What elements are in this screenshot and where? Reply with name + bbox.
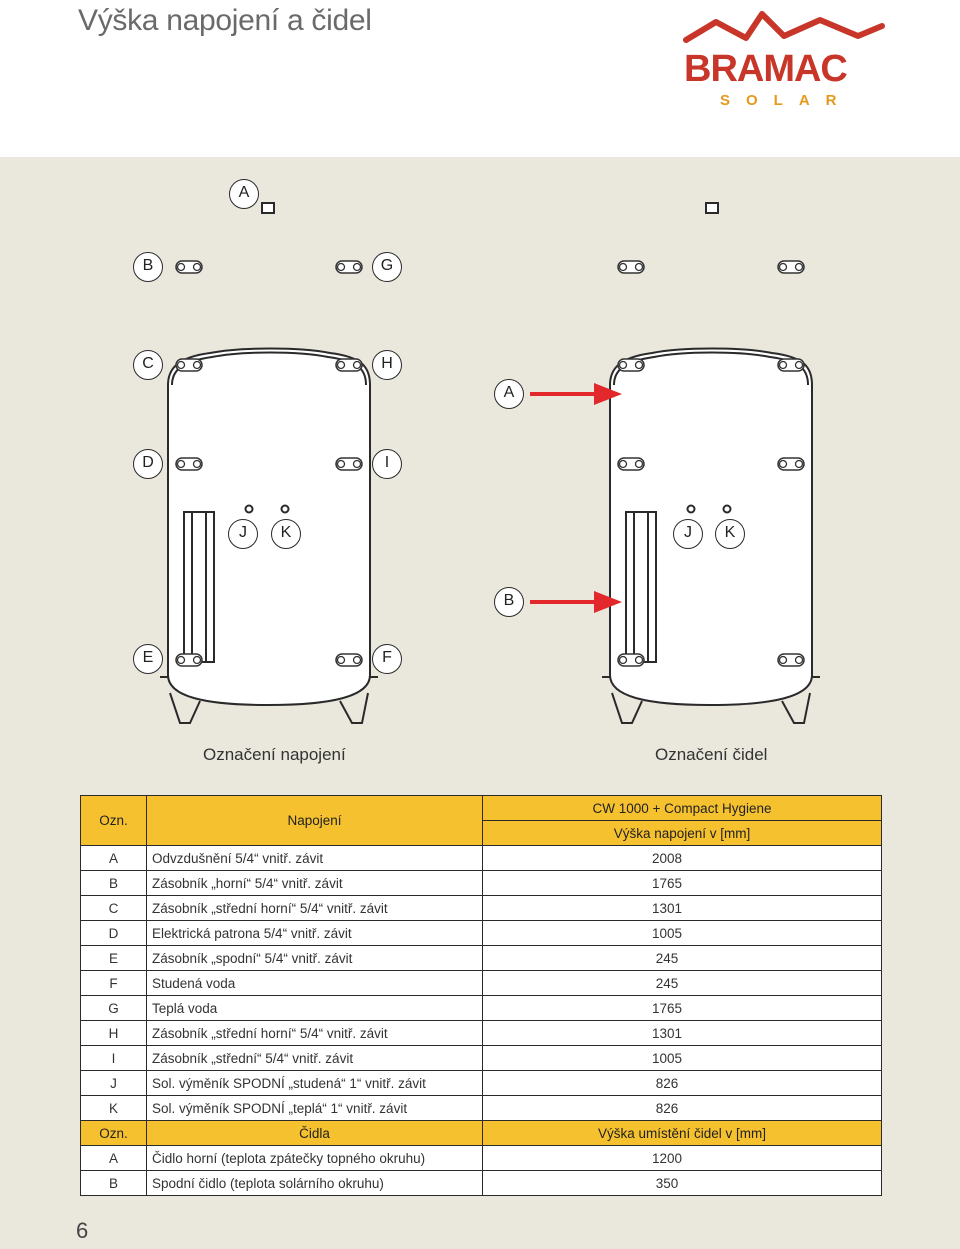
marker-f: F	[372, 644, 402, 674]
table-header-row	[81, 796, 882, 821]
row-value: 245	[483, 946, 882, 971]
row-ozn: C	[81, 896, 147, 921]
row-value: 1005	[483, 921, 882, 946]
row-value: 1301	[483, 896, 882, 921]
sensor-marker-a: A	[494, 379, 524, 409]
row-value: 1765	[483, 871, 882, 896]
row-ozn: D	[81, 921, 147, 946]
row-text: Zásobník „spodní“ 5/4“ vnitř. závit	[147, 946, 483, 971]
sensor-arrow-lower	[530, 591, 622, 613]
row-text: Sol. výměník SPODNÍ „studená“ 1“ vnitř. závit	[147, 1071, 483, 1096]
row-text: Sol. výměník SPODNÍ „teplá“ 1“ vnitř. závit	[147, 1096, 483, 1121]
row-ozn: A	[81, 1146, 147, 1171]
row-text: Studená voda	[147, 971, 483, 996]
caption-sensors: Označení čidel	[655, 745, 768, 764]
table-row	[81, 896, 882, 921]
sensor-marker-b: B	[494, 587, 524, 617]
row-ozn: G	[81, 996, 147, 1021]
row-text: Zásobník „horní“ 5/4“ vnitř. závit	[147, 871, 483, 896]
table-row	[81, 971, 882, 996]
marker-h: H	[372, 350, 402, 380]
header-vyska: Výška napojení v [mm]	[483, 821, 882, 846]
row-text: Zásobník „střední horní“ 5/4“ vnitř. závit	[147, 896, 483, 921]
row-ozn: B	[81, 1171, 147, 1196]
table-row	[81, 1071, 882, 1096]
row-ozn: K	[81, 1096, 147, 1121]
row-ozn: A	[81, 846, 147, 871]
row-value: 1765	[483, 996, 882, 1021]
row-ozn: H	[81, 1021, 147, 1046]
table-row	[81, 1021, 882, 1046]
table-row	[81, 871, 882, 896]
marker-g: G	[372, 252, 402, 282]
row-text: Teplá voda	[147, 996, 483, 1021]
row-text: Spodní čidlo (teplota solárního okruhu)	[147, 1171, 483, 1196]
sensor-arrow-upper	[530, 383, 622, 405]
marker-e: E	[133, 644, 163, 674]
header2-vyska: Výška umístění čidel v [mm]	[483, 1121, 882, 1146]
marker-c: C	[133, 350, 163, 380]
row-value: 1005	[483, 1046, 882, 1071]
page-title: Výška napojení a čidel	[78, 4, 372, 37]
marker-b: B	[133, 252, 163, 282]
table-row	[81, 1046, 882, 1071]
header2-ozn: Ozn.	[81, 1121, 147, 1146]
table-row	[81, 921, 882, 946]
row-value: 350	[483, 1171, 882, 1196]
sensor-row	[81, 1171, 882, 1196]
marker-d: D	[133, 449, 163, 479]
row-ozn: J	[81, 1071, 147, 1096]
row-text: Zásobník „střední horní“ 5/4“ vnitř. závit	[147, 1021, 483, 1046]
logo-subtext: SOLAR	[720, 92, 853, 109]
row-value: 1200	[483, 1146, 882, 1171]
row-value: 1301	[483, 1021, 882, 1046]
row-ozn: B	[81, 871, 147, 896]
header-ozn: Ozn.	[81, 796, 147, 846]
caption-connections: Označení napojení	[203, 745, 346, 764]
table-row	[81, 1096, 882, 1121]
page-number: 6	[76, 1218, 89, 1243]
bramac-logo	[680, 6, 890, 109]
row-value: 826	[483, 1071, 882, 1096]
marker-a: A	[229, 179, 259, 209]
row-text: Čidlo horní (teplota zpátečky topného okruhu)	[147, 1146, 483, 1171]
table-row	[81, 946, 882, 971]
row-value: 2008	[483, 846, 882, 871]
row-text: Zásobník „střední“ 5/4“ vnitř. závit	[147, 1046, 483, 1071]
header-model: CW 1000 + Compact Hygiene	[483, 796, 882, 821]
table-row	[81, 996, 882, 1021]
row-text: Odvzdušnění 5/4“ vnitř. závit	[147, 846, 483, 871]
sensor-marker-j: J	[673, 519, 703, 549]
row-ozn: F	[81, 971, 147, 996]
connections-table	[80, 795, 882, 1196]
tank-diagram	[0, 157, 960, 777]
sensor-marker-k: K	[715, 519, 745, 549]
marker-k: K	[271, 519, 301, 549]
marker-j: J	[228, 519, 258, 549]
row-text: Elektrická patrona 5/4“ vnitř. závit	[147, 921, 483, 946]
row-value: 826	[483, 1096, 882, 1121]
sensor-row	[81, 1146, 882, 1171]
marker-i: I	[372, 449, 402, 479]
sensor-header-row	[81, 1121, 882, 1146]
header2-cidla: Čidla	[147, 1121, 483, 1146]
logo-word: BRAMAC	[684, 48, 847, 90]
table-row	[81, 846, 882, 871]
row-ozn: I	[81, 1046, 147, 1071]
row-ozn: E	[81, 946, 147, 971]
header-napojeni: Napojení	[147, 796, 483, 846]
row-value: 245	[483, 971, 882, 996]
